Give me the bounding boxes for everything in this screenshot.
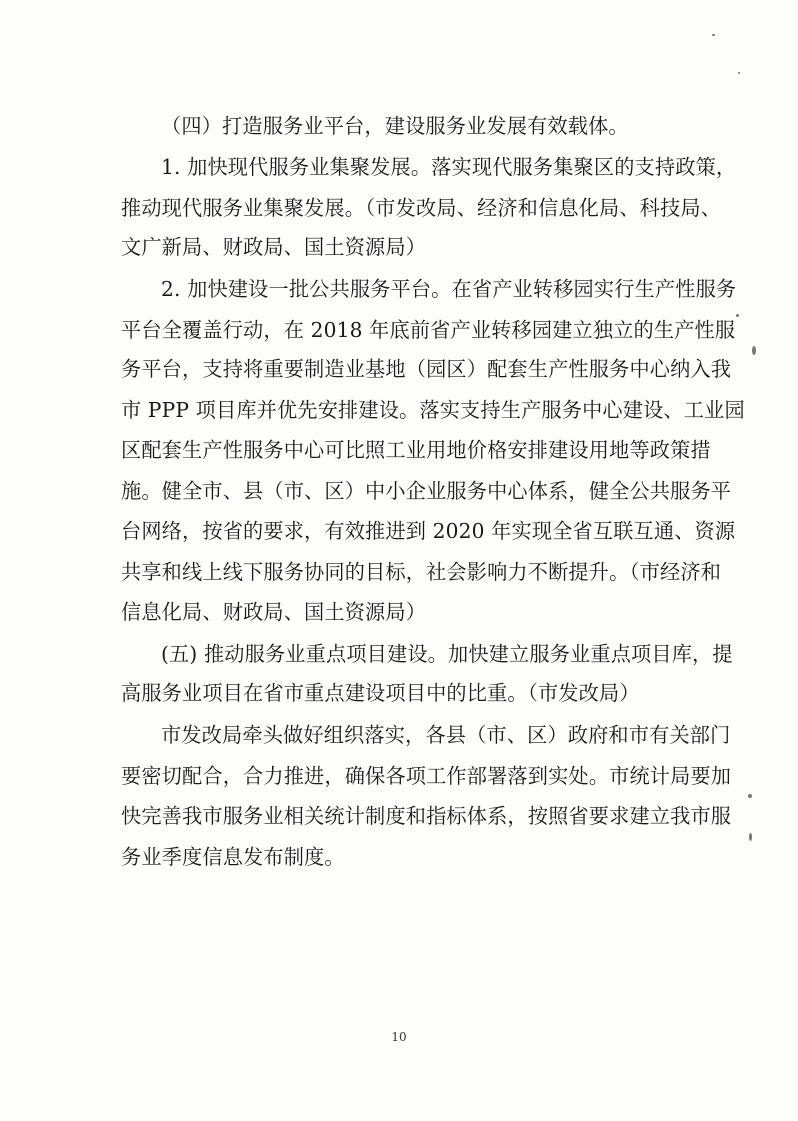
scan-speck — [748, 794, 752, 798]
scan-speck — [736, 314, 739, 317]
paragraph-line: 台网络，按省的要求，有效推进到 2020 年实现全省互联互通、资源 — [121, 519, 736, 543]
paragraph-line: 共享和线上线下服务协同的目标，社会影响力不断提升。（市经济和 — [121, 560, 722, 584]
paragraph-line: 2. 加快建设一批公共服务平台。在省产业转移园实行生产性服务 — [161, 277, 737, 301]
paragraph-line: 平台全覆盖行动，在 2018 年底前省产业转移园建立独立的生产性服 — [121, 318, 736, 342]
scan-speck — [738, 72, 740, 74]
heading-section-5: (五) 推动服务业重点项目建设。加快建立服务业重点项目库，提 — [161, 642, 733, 666]
paragraph-line: 务业季度信息发布制度。 — [121, 845, 345, 869]
paragraph-line: 要密切配合，合力推进，确保各项工作部署落到实处。市统计局要加 — [121, 764, 732, 788]
paragraph-line: 市发改局牵头做好组织落实，各县（市、区）政府和市有关部门 — [161, 723, 731, 747]
paragraph-line: 推动现代服务业集聚发展。（市发改局、经济和信息化局、科技局、 — [121, 196, 722, 220]
heading-section-4: （四）打造服务业平台，建设服务业发展有效载体。 — [161, 114, 629, 138]
paragraph-line: 快完善我市服务业相关统计制度和指标体系，按照省要求建立我市服 — [121, 804, 732, 828]
paragraph-line: 1. 加快现代服务业集聚发展。落实现代服务集聚区的支持政策， — [161, 155, 737, 179]
paragraph-line: 市 PPP 项目库并优先安排建设。落实支持生产服务中心建设、工业园 — [121, 398, 745, 422]
scan-speck — [749, 833, 752, 841]
paragraph-line: 高服务业项目在省市重点建设项目中的比重。（市发改局） — [121, 681, 640, 705]
paragraph-line: 施。健全市、县（市、区）中小企业服务中心体系，健全公共服务平 — [121, 479, 732, 503]
scan-speck — [752, 346, 756, 355]
paragraph-line: 务平台，支持将重要制造业基地（园区）配套生产性服务中心纳入我 — [121, 357, 732, 381]
scan-speck — [712, 34, 715, 36]
paragraph-line: 信息化局、财政局、国土资源局） — [121, 600, 427, 624]
paragraph-line: 区配套生产性服务中心可比照工业用地价格安排建设用地等政策措 — [121, 438, 711, 462]
page-number: 10 — [391, 1030, 407, 1044]
paragraph-line: 文广新局、财政局、国土资源局） — [121, 235, 427, 259]
